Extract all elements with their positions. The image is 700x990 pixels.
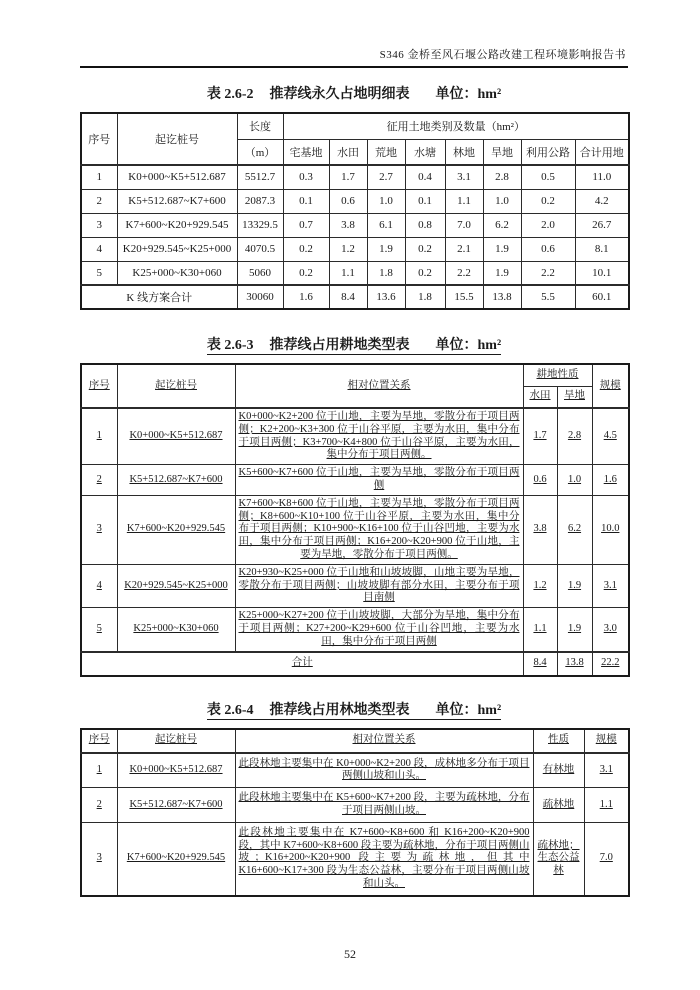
table-cell: K5+512.687~K7+600 [117,465,235,496]
table-cell: 3.0 [592,608,629,652]
table-cell: 1.8 [367,261,405,285]
table-cell: 8.4 [523,652,557,676]
col-header-length: 长度 [237,113,283,139]
table-cell: 0.6 [329,189,367,213]
col-header-paddy: 水田 [523,386,557,408]
table-cell: 1.9 [367,237,405,261]
table-cell: 26.7 [575,213,629,237]
table-cell: 1.9 [557,608,592,652]
table-cell: K20+929.545~K25+000 [117,564,235,607]
table-cell: 4 [81,564,117,607]
col-header-seq: 序号 [81,113,117,165]
total-label: K 线方案合计 [81,285,237,309]
table-row [81,261,629,285]
table-cell: 1.8 [405,285,445,309]
table-cell: 30060 [237,285,283,309]
col-header-farmland-nature: 耕地性质 [523,364,592,386]
table-cell: 1.1 [584,788,629,823]
col-header-pond: 水塘 [405,139,445,165]
table1-total-row [81,285,629,309]
table-cell: 1 [81,753,117,788]
table-cell: 5.5 [521,285,575,309]
table-cell: K0+000~K5+512.687 [117,408,235,465]
table-cell: 1.9 [557,564,592,607]
table-cell: 2.2 [521,261,575,285]
table-cell: K7+600~K8+600 位于山地，主要为旱地，零散分布于项目两侧；K8+600~K10+100 位于山谷平原，主要为水田，集中分布于项目两侧；K10+900~K16+100 位于山谷凹地，主要为水田，集中分布于项目两侧；K16+200~K20+900 位于山地，主要为旱地，零散分布于项目两侧。 [235,495,523,564]
table-cell: K5+600~K7+600 位于山地，主要为旱地，零散分布于项目两侧 [235,465,523,496]
table-cell: 1.6 [592,465,629,496]
table-cell: 1.1 [523,608,557,652]
table-row [81,788,629,823]
table-cell: 0.1 [283,189,329,213]
table-cell: 3.1 [592,564,629,607]
table-cell: 0.2 [405,237,445,261]
table-cell: 0.2 [405,261,445,285]
table1-caption [80,83,628,103]
table-cell: 1.7 [523,408,557,465]
table-cell: 1 [81,408,117,465]
table-cell: 10.0 [592,495,629,564]
col-header-relation: 相对位置关系 [235,364,523,408]
table-cell: 5 [81,608,117,652]
header-rule [80,66,628,68]
table-row [81,822,629,895]
farmland-type-table [80,363,630,677]
col-header-seq: 序号 [81,729,117,753]
table-cell: 2087.3 [237,189,283,213]
table-cell: 8.1 [575,237,629,261]
table-cell: 7.0 [584,822,629,895]
table-cell: K25+000~K30+060 [117,608,235,652]
table-cell: 3.8 [329,213,367,237]
table-cell: 1.9 [483,237,521,261]
table-cell: 2 [81,465,117,496]
table2-body [81,408,629,652]
table-cell: K20+930~K25+000 位于山地和山坡坡脚，山地主要为旱地，零散分布于项目两侧；山坡坡脚有部分水田，主要分布于项目南侧 [235,564,523,607]
table-cell: 10.1 [575,261,629,285]
col-header-scale: 规模 [592,364,629,408]
table-cell: 4070.5 [237,237,283,261]
table3-body [81,753,629,896]
table-cell: 0.6 [523,465,557,496]
table-cell: 4 [81,237,117,261]
table-cell: 60.1 [575,285,629,309]
col-header-dryland: 旱地 [557,386,592,408]
table-cell: 0.7 [283,213,329,237]
table-row [81,408,629,465]
table3-caption-title: 推荐线占用林地类型表 [269,702,410,718]
table-cell: 1.1 [445,189,483,213]
table-cell: 6.1 [367,213,405,237]
table3-caption [80,699,628,719]
table-cell: K25+000~K30+060 [117,261,237,285]
col-header-seq: 序号 [81,364,117,408]
table-cell: 0.3 [283,165,329,189]
running-header [80,46,628,62]
table1-caption-title: 推荐线永久占地明细表 [269,87,410,102]
table-cell: 1.1 [329,261,367,285]
table-cell: K7+600~K20+929.545 [117,822,235,895]
table-cell: K7+600~K20+929.545 [117,495,235,564]
table-cell: 4.5 [592,408,629,465]
col-header-stake: 起讫桩号 [117,113,237,165]
table-cell: 1.0 [557,465,592,496]
table-cell: 1.9 [483,261,521,285]
table-cell: 8.4 [329,285,367,309]
table-cell: 2.7 [367,165,405,189]
col-header-homestead: 宅基地 [283,139,329,165]
table-cell: 6.2 [483,213,521,237]
table-cell: 3.1 [584,753,629,788]
col-header-stake: 起讫桩号 [117,729,235,753]
table-cell: 4.2 [575,189,629,213]
table-cell: 3 [81,213,117,237]
table1-header-row-1 [81,113,629,139]
col-header-total-land: 合计用地 [575,139,629,165]
table-cell: K20+929.545~K25+000 [117,237,237,261]
table-cell: 2.1 [445,237,483,261]
table-cell: 疏林地 [533,788,584,823]
table3-header-row [81,729,629,753]
table-cell: K0+000~K5+512.687 [117,165,237,189]
table-cell: K25+000~K27+200 位于山坡坡脚，大部分为旱地，集中分布于项目两侧；K27+200~K29+600 位于山谷凹地，主要为水田，集中分布于项目两侧 [235,608,523,652]
table-cell: 1 [81,165,117,189]
table-row [81,495,629,564]
table-cell: 13329.5 [237,213,283,237]
table-cell: 此段林地主要集中在 K7+600~K8+600 和 K16+200~K20+900 段，其中 K7+600~K8+600 段主要为疏林地，分布于项目两侧山坡；K16+200~K20+900 段主要为疏林地，但其中 K16+600~K17+300 段为生态公益林，主要分布于项目两侧山坡和山头。 [235,822,533,895]
table-cell: 2.0 [521,213,575,237]
table-cell: 13.8 [557,652,592,676]
table-cell: 1.6 [283,285,329,309]
table2-header-row-1 [81,364,629,386]
table-row [81,465,629,496]
table-cell: 3.8 [523,495,557,564]
table-cell: 7.0 [445,213,483,237]
table-row [81,608,629,652]
forest-type-table [80,728,630,897]
table-cell: 1.7 [329,165,367,189]
table-cell: 3 [81,495,117,564]
table-cell: 1.0 [483,189,521,213]
col-header-existing-road: 利用公路 [521,139,575,165]
col-header-nature: 性质 [533,729,584,753]
table-cell: 1.2 [329,237,367,261]
table1-caption-number: 表 2.6-2 [206,87,254,102]
table-cell: 15.5 [445,285,483,309]
table-cell: 5 [81,261,117,285]
table-cell: 0.6 [521,237,575,261]
table-cell: 5512.7 [237,165,283,189]
table-cell: 2.8 [557,408,592,465]
table-cell: 5060 [237,261,283,285]
table-cell: 0.2 [521,189,575,213]
table-cell: 有林地 [533,753,584,788]
table-cell: 0.4 [405,165,445,189]
table-row [81,753,629,788]
table-cell: 此段林地主要集中在 K0+000~K2+200 段，成林地多分布于项目两侧山坡和山头。 [235,753,533,788]
table-cell: 2 [81,788,117,823]
table-cell: 22.2 [592,652,629,676]
table-cell: 0.1 [405,189,445,213]
report-title: S346 金桥至风石堰公路改建工程环境影响报告书 [379,49,626,61]
col-header-length-unit: （m） [237,139,283,165]
table-cell: 疏林地；生态公益林 [533,822,584,895]
table-cell: 0.2 [283,261,329,285]
table-cell: 2.2 [445,261,483,285]
table-cell: 1.2 [523,564,557,607]
table-cell: 2.8 [483,165,521,189]
table1-caption-unit: 单位：hm² [435,87,502,102]
table2-caption-number: 表 2.6-3 [206,338,254,353]
table-cell: 0.5 [521,165,575,189]
page-number: 52 [344,947,356,961]
table3-caption-unit: 单位：hm² [435,702,502,718]
table-row [81,213,629,237]
table-cell: 0.2 [283,237,329,261]
table-row [81,189,629,213]
table-row [81,564,629,607]
col-header-relation: 相对位置关系 [235,729,533,753]
table2-caption-title: 推荐线占用耕地类型表 [269,338,410,353]
table-cell: 3.1 [445,165,483,189]
col-header-dryland: 旱地 [483,139,521,165]
total-label: 合计 [81,652,523,676]
table-cell: 13.8 [483,285,521,309]
table-row [81,165,629,189]
table-cell: 11.0 [575,165,629,189]
col-header-land-span: 征用土地类别及数量（hm²） [283,113,629,139]
table-cell: 0.8 [405,213,445,237]
table-cell: K0+000~K5+512.687 [117,753,235,788]
table-cell: K5+512.687~K7+600 [117,189,237,213]
col-header-scale: 规模 [584,729,629,753]
table-row [81,237,629,261]
col-header-wasteland: 荒地 [367,139,405,165]
col-header-forest: 林地 [445,139,483,165]
table-cell: 3 [81,822,117,895]
table-cell: 6.2 [557,495,592,564]
permanent-land-use-table [80,112,630,310]
table-cell: 1.0 [367,189,405,213]
table-cell: 2 [81,189,117,213]
col-header-stake: 起讫桩号 [117,364,235,408]
table1-body [81,165,629,285]
col-header-paddy: 水田 [329,139,367,165]
table-cell: 此段林地主要集中在 K5+600~K7+200 段，主要为疏林地，分布于项目两侧山坡。 [235,788,533,823]
table2-total-row [81,652,629,676]
table2-caption [80,334,628,354]
table-cell: K7+600~K20+929.545 [117,213,237,237]
table-cell: K0+000~K2+200 位于山地，主要为旱地，零散分布于项目两侧；K2+200~K3+300 位于山谷平原，主要为水田，集中分布于项目两侧；K3+700~K4+800 位于山谷平原，主要为水田，集中分布于项目两侧。 [235,408,523,465]
table2-caption-unit: 单位：hm² [435,338,502,353]
table-cell: 13.6 [367,285,405,309]
table-cell: K5+512.687~K7+600 [117,788,235,823]
table3-caption-number: 表 2.6-4 [206,702,254,718]
